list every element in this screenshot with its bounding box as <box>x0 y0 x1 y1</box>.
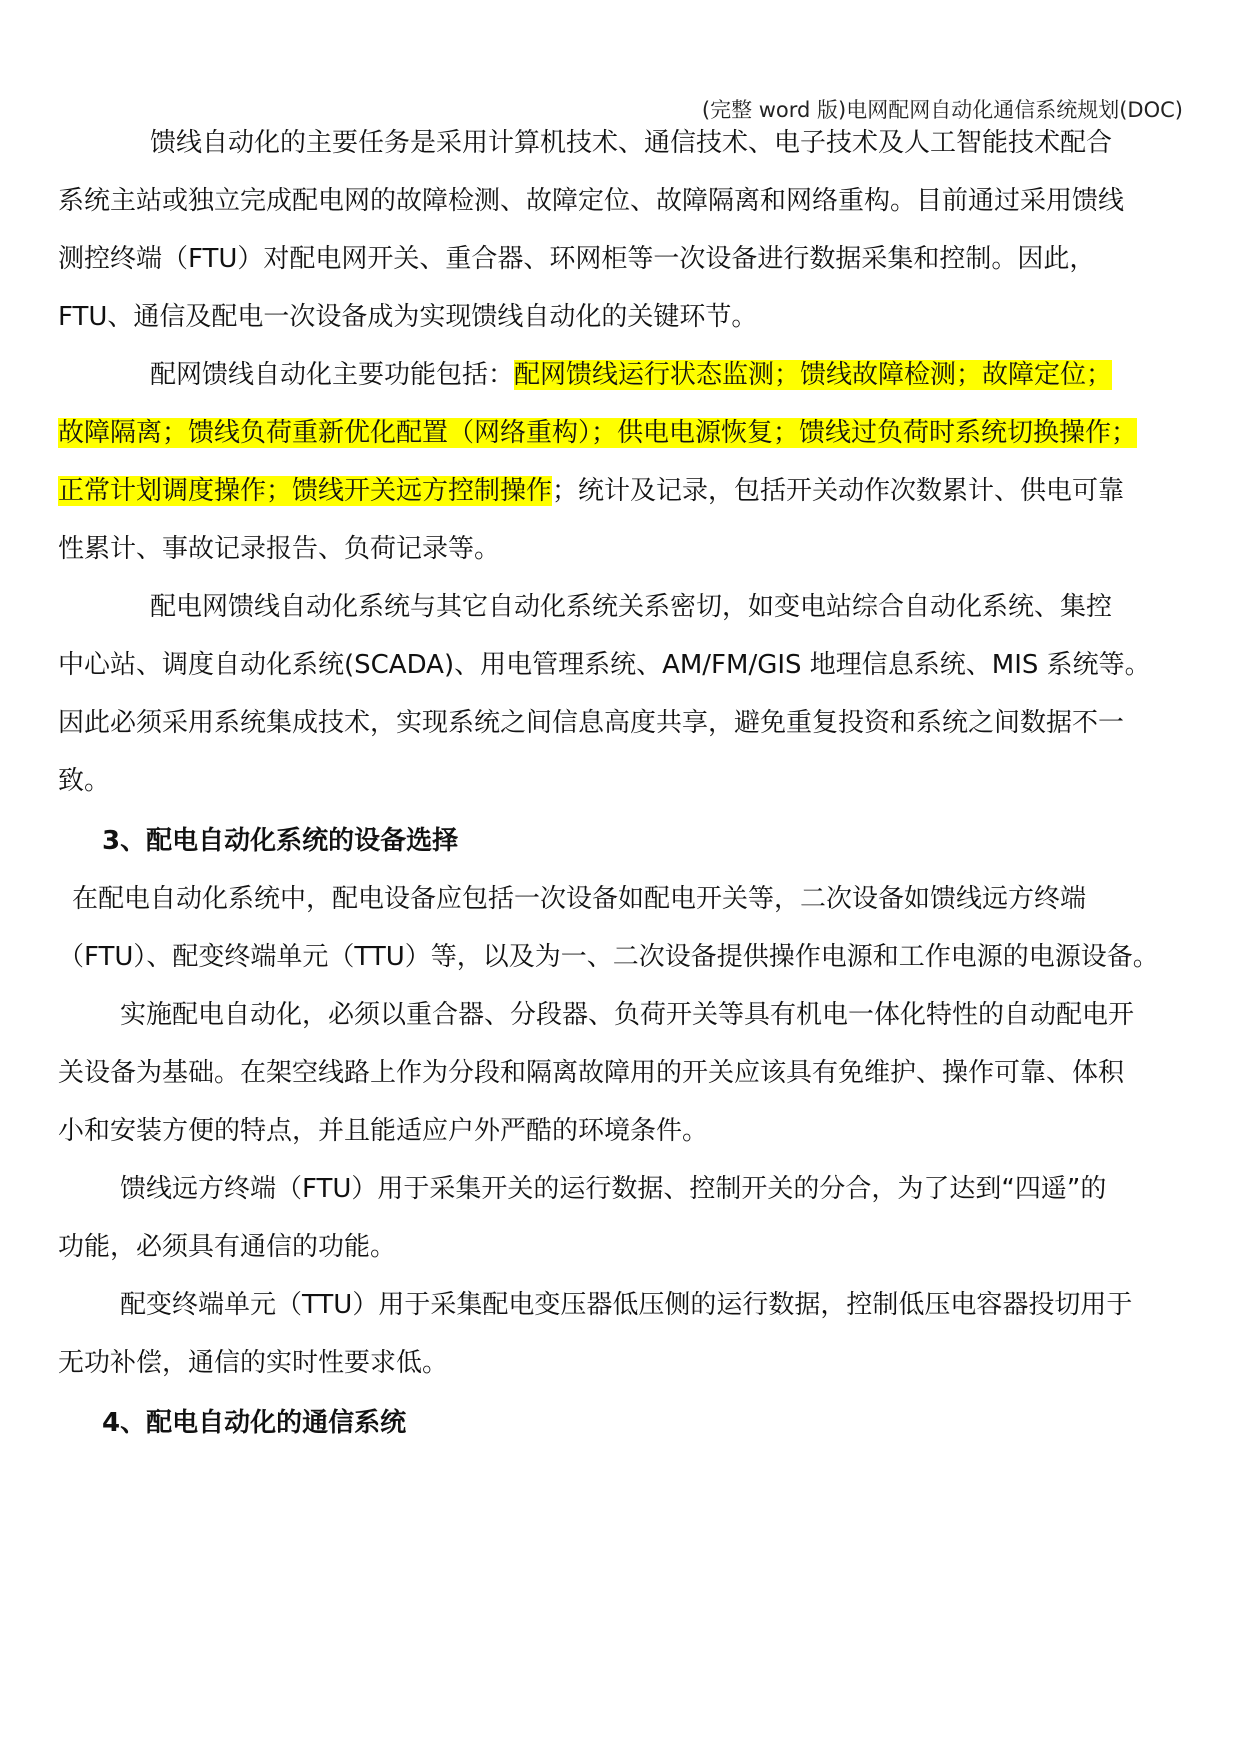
para1-line2: 系统主站或独立完成配电网的故障检测、故障定位、故障隔离和网络重构。目前通过采用馈线 <box>58 186 1125 216</box>
para3-line3: 因此必须采用系统集成技术，实现系统之间信息高度共享，避免重复投资和系统之间数据不一 <box>58 708 1125 738</box>
para4-line2: （FTU）、配变终端单元（TTU）等，以及为一、二次设备提供操作电源和工作电源的电源设备。 <box>58 942 1159 972</box>
para1-line1: 馈线自动化的主要任务是采用计算机技术、通信技术、电子技术及人工智能技术配合 <box>150 128 1113 158</box>
para1-line4: FTU、通信及配电一次设备成为实现馈线自动化的关键环节。 <box>58 302 758 332</box>
section-heading-4: 4、配电自动化的通信系统 <box>102 1408 407 1438</box>
para3-line1: 配电网馈线自动化系统与其它自动化系统关系密切，如变电站综合自动化系统、集控 <box>150 592 1113 622</box>
para5-line1: 实施配电自动化，必须以重合器、分段器、负荷开关等具有机电一体化特性的自动配电开 <box>120 1000 1135 1030</box>
para2-line2 <box>58 418 1137 449</box>
para2-line1 <box>150 360 1112 391</box>
page-header: (完整 word 版)电网配网自动化通信系统规划(DOC) <box>701 98 1183 122</box>
highlight-span: 正常计划调度操作；馈线开关远方控制操作 <box>58 476 553 506</box>
para7-line2: 无功补偿，通信的实时性要求低。 <box>58 1348 449 1378</box>
para2-line3 <box>58 476 1124 507</box>
para3-line4: 致。 <box>58 766 111 796</box>
para6-line2: 功能，必须具有通信的功能。 <box>58 1232 397 1262</box>
para5-line2: 关设备为基础。在架空线路上作为分段和隔离故障用的开关应该具有免维护、操作可靠、体积 <box>58 1058 1125 1088</box>
para5-line3: 小和安装方便的特点，并且能适应户外严酷的环境条件。 <box>58 1116 709 1146</box>
para1-line3: 测控终端（FTU）对配电网开关、重合器、环网柜等一次设备进行数据采集和控制。因此， <box>58 244 1096 274</box>
highlight-span: 配网馈线运行状态监测；馈线故障检测；故障定位； <box>514 360 1113 390</box>
para4-line1: 在配电自动化系统中，配电设备应包括一次设备如配电开关等，二次设备如馈线远方终端 <box>72 884 1087 914</box>
highlight-span: 故障隔离；馈线负荷重新优化配置（网络重构）；供电电源恢复；馈线过负荷时系统切换操作； <box>58 418 1138 448</box>
para6-line1: 馈线远方终端（FTU）用于采集开关的运行数据、控制开关的分合，为了达到“四遥”的 <box>120 1174 1107 1204</box>
para2-line4: 性累计、事故记录报告、负荷记录等。 <box>58 534 501 564</box>
para2-lead: 配网馈线自动化主要功能包括： <box>150 360 515 390</box>
para7-line1: 配变终端单元（TTU）用于采集配电变压器低压侧的运行数据，控制低压电容器投切用于 <box>120 1290 1133 1320</box>
section-heading-3: 3、配电自动化系统的设备选择 <box>102 826 459 856</box>
para3-line2: 中心站、调度自动化系统(SCADA)、用电管理系统、AM/FM/GIS 地理信息系统、MIS 系统等。 <box>58 650 1151 680</box>
para2-tail: ；统计及记录，包括开关动作次数累计、供电可靠 <box>552 476 1125 506</box>
